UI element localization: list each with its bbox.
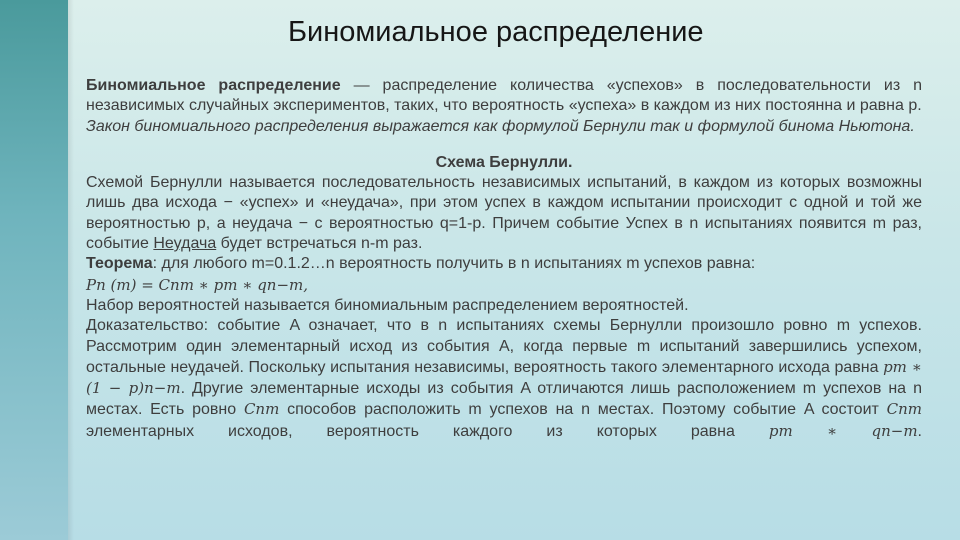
proof-text-4: элементарных исходов, вероятность каждого из которых равна [86,422,769,440]
theorem-label: Теорема [86,255,153,273]
proof-text-5: . [917,422,922,440]
intro-law: Закон биномиального распределения выражается как формулой Бернули так и формулой бинома Ньютона. [86,117,915,135]
theorem-text: : для любого m=0.1.2…n вероятность получить в n испытаниях m успехов равна: [152,255,756,273]
decorative-left-band [0,0,68,540]
intro-definition: — распределение количества «успехов» в последовательности из n независимых случайных экспериментов, таких, что вероятность «успеха» в каждом из них постоянна и равна p. [86,77,923,115]
slide-content [86,76,922,462]
scheme-text: Схемой Бернулли называется последовательность независимых испытаний, в каждом из которых возможны лишь два исхода − «успех» и «неудача», при этом успех в каждом испытании происходит с одной и той же вероятностью p, а неудача − с вероятностью q=1-p. Причем событие Успех в n испытаниях появится m раз, событие [86,174,922,253]
intro-term: Биномиальное распределение [86,77,341,94]
formula-line [86,275,922,296]
distribution-text: Набор вероятностей называется биномиальным распределением вероятностей. [86,296,689,314]
distribution-set [86,296,922,316]
proof-text-1: Доказательство: событие A означает, что в n испытаниях схемы Бернулли произошло ровно m успехов. Рассмотрим один элементарный исход из события A, когда первые m испытаний завершились успехом, остальные неудачей. Поскольку испытания независимы, вероятность такого элементарного исхода равна [86,317,922,376]
theorem [86,254,922,274]
proof-text-2: . Другие элементарные исходы из события A отличаются лишь расположением m успехов на n местах. Есть ровно [86,380,922,419]
binomial-formula: Pn (m) = Cnm ∗ pm ∗ qn−m, [86,275,309,294]
proof-paragraph [86,316,922,462]
intro-paragraph [86,76,922,137]
slide-title: Биномиальное распределение [288,16,704,48]
scheme-heading: Схема Бернулли. [435,153,573,171]
proof-text-3: способов расположить m успехов на n местах. Поэтому событие A состоит [279,401,887,419]
proof-formula-2: Cnm [243,400,280,419]
scheme-definition [86,173,922,254]
proof-formula-3: Cnm [886,400,922,419]
failure-term: Неудача [153,235,217,253]
proof-formula-4: pm ∗ qn−m [768,421,918,440]
scheme-text-end: будет встречаться n-m раз. [216,235,423,253]
proof-formula-1: pm ∗ (1 − p)n−m [86,357,922,398]
